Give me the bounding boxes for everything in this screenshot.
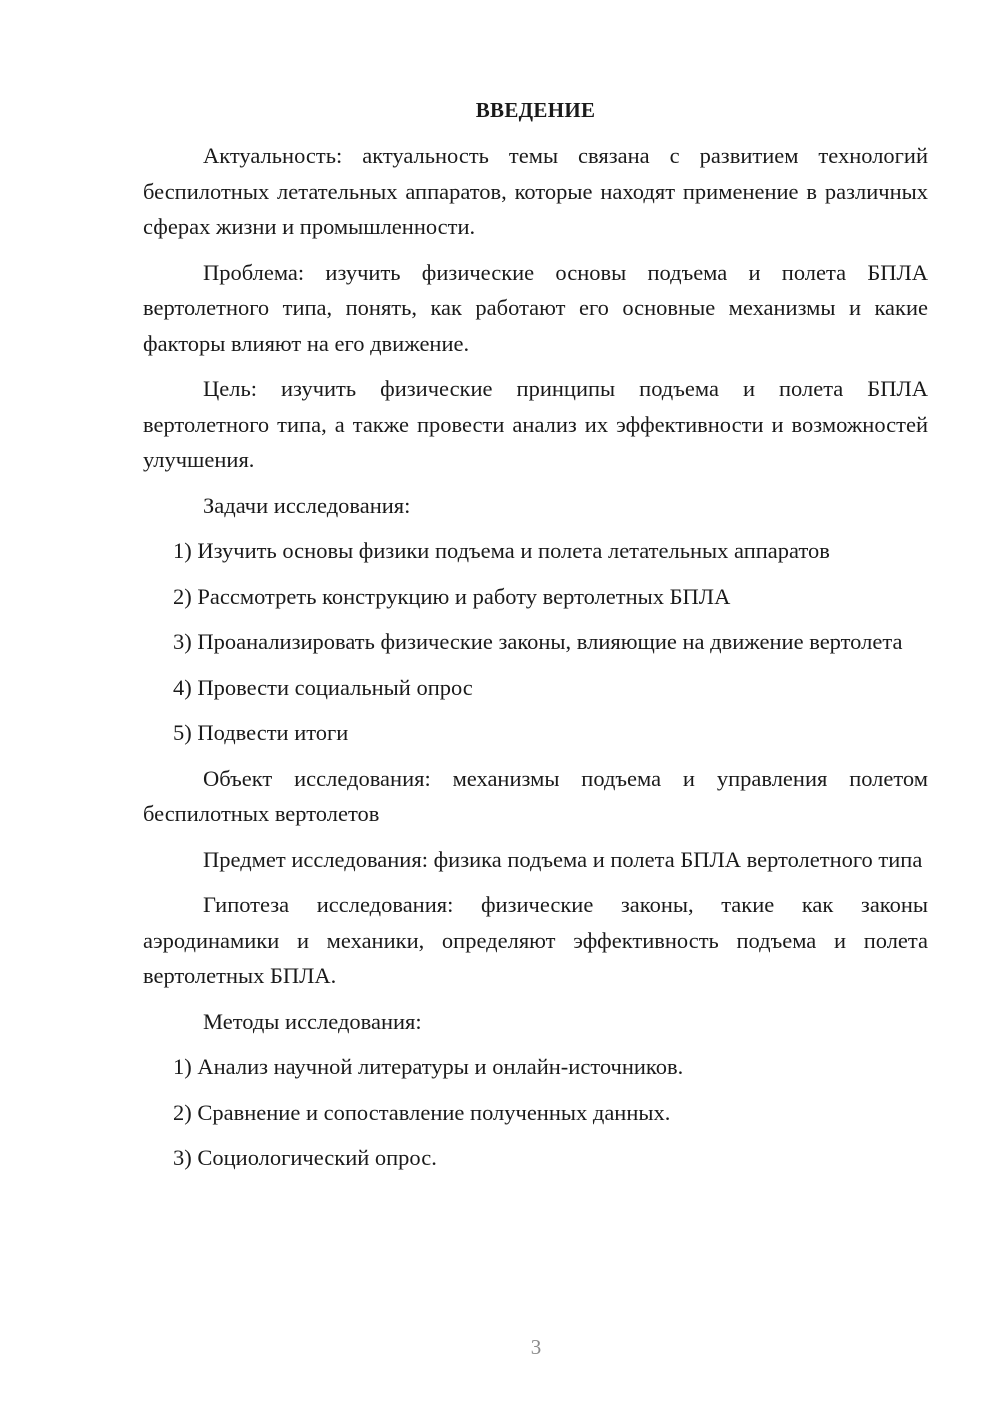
tasks-heading: Задачи исследования:: [203, 492, 411, 518]
task-item: 3) Проанализировать физические законы, влияющие на движение вертолета: [173, 629, 903, 654]
task-item: 2) Рассмотреть конструкцию и работу вертолетных БПЛА: [173, 583, 731, 609]
goal-paragraph: Цель: изучить физические принципы подъема и полета БПЛА вертолетного типа, а также провести анализ их эффективности и возможностей улучшения.: [143, 376, 928, 472]
task-item: 1) Изучить основы физики подъема и полета летательных аппаратов: [173, 538, 830, 563]
page-number: 3: [530, 1335, 542, 1359]
relevance-paragraph: Актуальность: актуальность темы связана с развитием технологий беспилотных летательных аппаратов, которые находят применение в различных сферах жизни и промышленности.: [143, 143, 928, 239]
task-item: 4) Провести социальный опрос: [173, 674, 473, 700]
task-item: 5) Подвести итоги: [173, 720, 349, 745]
subject-paragraph: Предмет исследования: физика подъема и полета БПЛА вертолетного типа: [203, 846, 923, 872]
problem-paragraph: Проблема: изучить физические основы подъема и полета БПЛА вертолетного типа, понять, как работают его основные механизмы и какие факторы влияют на его движение.: [143, 259, 928, 356]
page-content: [143, 92, 928, 1186]
method-item: 2) Сравнение и сопоставление полученных данных.: [173, 1099, 671, 1125]
method-item: 3) Социологический опрос.: [173, 1145, 437, 1170]
object-paragraph: Объект исследования: механизмы подъема и управления полетом беспилотных вертолетов: [143, 765, 928, 826]
method-item: 1) Анализ научной литературы и онлайн-источников.: [173, 1054, 684, 1079]
page-title: ВВЕДЕНИЕ: [475, 98, 596, 122]
hypothesis-paragraph: Гипотеза исследования: физические законы, такие как законы аэродинамики и механики, определяют эффективность подъема и полета вертолетных БПЛА.: [143, 892, 928, 988]
methods-heading: Методы исследования:: [203, 1008, 422, 1034]
